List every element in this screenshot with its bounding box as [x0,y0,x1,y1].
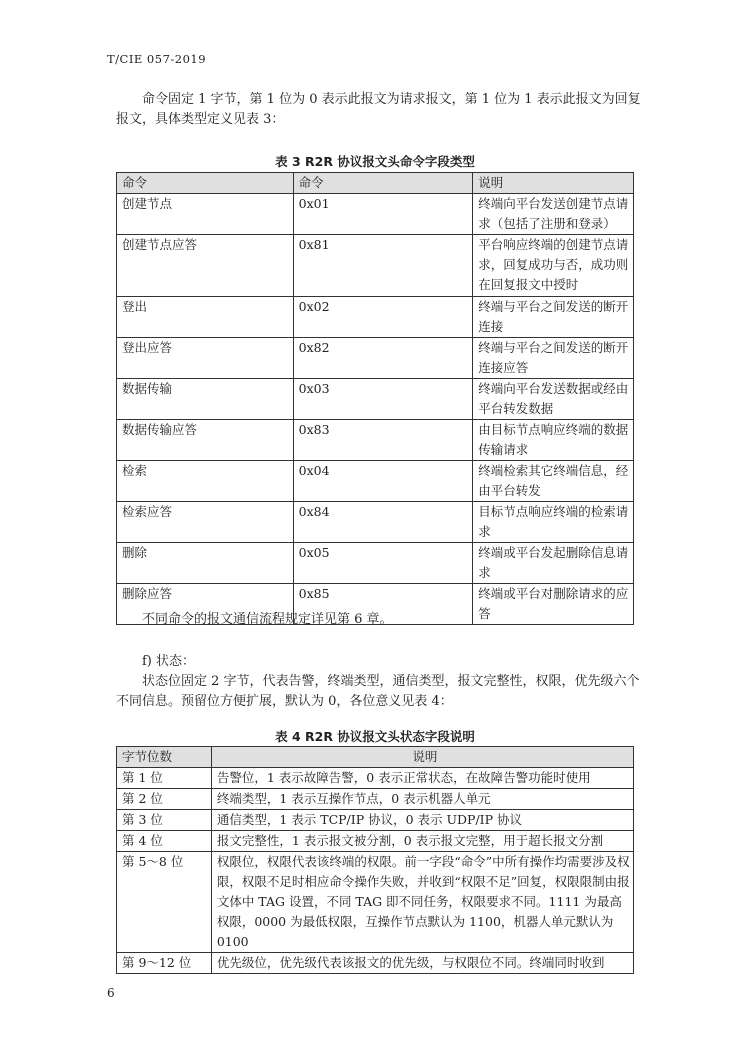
command-name-cell: 检索 [117,461,294,502]
command-desc-cell: 平台响应终端的创建节点请求，回复成功与否，成功则在回复报文中授时 [473,235,634,297]
page-number: 6 [107,986,115,1000]
bit-desc-cell: 权限位，权限代表该终端的权限。前一字段“命令”中所有操作均需要涉及权限，权限不足时相应命令操作失败，并收到“权限不足”回复，权限限制由报文体中 TAG 设置，不同 TAG 即不同任务，权限要求不同。1111 为最高权限，0000 为最低权限，互操作节点默认为 1100，机器人单元默认为 0100 [211,852,633,953]
command-desc-cell: 终端向平台发送数据或经由平台转发数据 [473,379,634,420]
command-code-cell: 0x04 [293,461,473,502]
command-name-cell: 检索应答 [117,502,294,543]
command-desc-cell: 终端与平台之间发送的断开连接应答 [473,338,634,379]
table-row [117,235,634,297]
command-code-cell: 0x05 [293,543,473,584]
table3-command-types [116,172,634,625]
bit-position-cell: 第 9～12 位 [117,953,212,974]
status-paragraph: 状态位固定 2 字节，代表告警，终端类型，通信类型，报文完整性，权限，优先级六个不同信息。预留位方便扩展，默认为 0，各位意义见表 4： [116,674,640,709]
table4-caption: 表 4 R2R 协议报文头状态字段说明 [275,729,475,744]
command-desc-cell: 终端检索其它终端信息，经由平台转发 [473,461,634,502]
table4-header-cell: 说明 [211,747,633,768]
command-code-cell: 0x01 [293,194,473,235]
table-row [117,297,634,338]
command-desc-cell: 目标节点响应终端的检索请求 [473,502,634,543]
table-row [117,953,634,974]
table-row [117,810,634,831]
command-name-cell: 数据传输应答 [117,420,294,461]
bit-desc-cell: 优先级位，优先级代表该报文的优先级，与权限位不同。终端同时收到 [211,953,633,974]
table3-header-cell: 说明 [473,173,634,194]
table-row [117,420,634,461]
table3-header-cell: 命令 [117,173,294,194]
intro-paragraph: 命令固定 1 字节，第 1 位为 0 表示此报文为请求报文，第 1 位为 1 表示此报文为回复报文，具体类型定义见表 3： [116,92,641,127]
command-name-cell: 删除 [117,543,294,584]
command-code-cell: 0x02 [293,297,473,338]
command-name-cell: 创建节点应答 [117,235,294,297]
table3-header-cell: 命令 [293,173,473,194]
command-code-cell: 0x03 [293,379,473,420]
chapter-reference-note: 不同命令的报文通信流程规定详见第 6 章。 [142,612,393,627]
command-desc-cell: 终端与平台之间发送的断开连接 [473,297,634,338]
bit-position-cell: 第 2 位 [117,789,212,810]
command-code-cell: 0x83 [293,420,473,461]
command-code-cell: 0x82 [293,338,473,379]
command-name-cell: 数据传输 [117,379,294,420]
bit-desc-cell: 告警位，1 表示故障告警，0 表示正常状态，在故障告警功能时使用 [211,768,633,789]
command-code-cell: 0x84 [293,502,473,543]
bit-position-cell: 第 3 位 [117,810,212,831]
command-desc-cell: 终端或平台对删除请求的应答 [473,584,634,625]
table-row [117,338,634,379]
table-row [117,852,634,953]
command-name-cell: 创建节点 [117,194,294,235]
bit-position-cell: 第 5～8 位 [117,852,212,953]
bit-desc-cell: 报文完整性，1 表示报文被分割，0 表示报文完整，用于超长报文分割 [211,831,633,852]
table4-header-row [117,747,634,768]
table-row [117,194,634,235]
table-row [117,768,634,789]
command-code-cell: 0x85 [293,584,473,625]
command-desc-cell: 终端或平台发起删除信息请求 [473,543,634,584]
table4-header-cell: 字节位数 [117,747,212,768]
command-name-cell: 删除应答 [117,584,294,625]
table-row [117,789,634,810]
table-row [117,379,634,420]
bit-position-cell: 第 4 位 [117,831,212,852]
table-row [117,831,634,852]
command-name-cell: 登出应答 [117,338,294,379]
document-id: T/CIE 057-2019 [107,52,207,66]
table-row [117,502,634,543]
table-row [117,543,634,584]
bit-desc-cell: 通信类型，1 表示 TCP/IP 协议，0 表示 UDP/IP 协议 [211,810,633,831]
command-desc-cell: 由目标节点响应终端的数据传输请求 [473,420,634,461]
table3-header-row [117,173,634,194]
bit-position-cell: 第 1 位 [117,768,212,789]
table3-caption: 表 3 R2R 协议报文头命令字段类型 [275,154,475,169]
section-f-label: f) 状态： [142,654,196,669]
table4-status-fields [116,746,634,974]
table-row [117,461,634,502]
command-name-cell: 登出 [117,297,294,338]
command-code-cell: 0x81 [293,235,473,297]
command-desc-cell: 终端向平台发送创建节点请求（包括了注册和登录） [473,194,634,235]
bit-desc-cell: 终端类型，1 表示互操作节点，0 表示机器人单元 [211,789,633,810]
